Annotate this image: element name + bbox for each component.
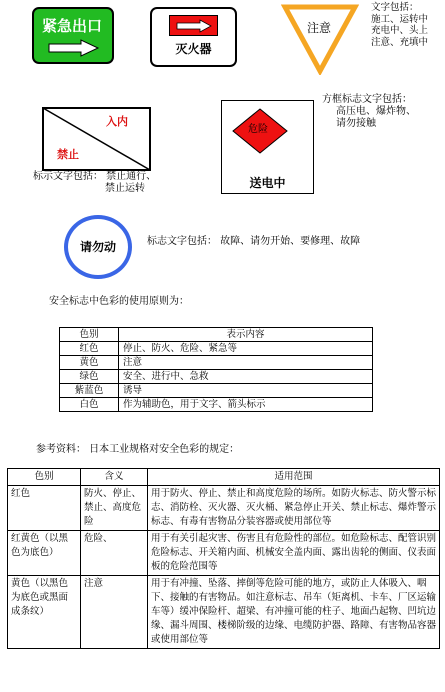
table-row — [60, 356, 373, 370]
table-header-row — [60, 328, 373, 342]
table-cell: 危险、 — [81, 531, 148, 576]
extinguisher-sign-label: 灭火器 — [175, 42, 212, 56]
attention-desc-line: 注意、充填中 — [371, 36, 429, 48]
right-arrow-icon — [176, 19, 212, 33]
table-cell: 停止、防火、危险、紧急等 — [119, 342, 373, 356]
table-row — [60, 342, 373, 356]
reference-heading: 参考资料： 日本工业规格对安全色彩的规定： — [36, 444, 240, 455]
prohibit-enter-text: 入内 — [106, 115, 128, 128]
jis-safety-color-table — [7, 468, 440, 649]
table-cell: 注意 — [81, 576, 148, 649]
table-cell: 用于有关引起灾害、伤害且有危险性的部位。如危险标志、配管识别危险标志、开关箱内面、机械安全盖内面、露出齿轮的侧面、仪表面板的危险范围等 — [148, 531, 440, 576]
safety-color-heading: 安全标志中色彩的使用原则为： — [49, 296, 189, 307]
table-cell: 紫蓝色 — [60, 384, 119, 398]
exit-sign-label: 紧急出口 — [42, 17, 103, 35]
table-cell: 绿色 — [60, 370, 119, 384]
attention-desc-line: 充电中、头上 — [371, 25, 429, 36]
prohibit-desc-line: 禁止运转 — [105, 183, 145, 194]
table-cell: 用于防火、停止、禁止和高度危险的场所。如防火标志、防火警示标志、消防栓、灭火器、灭火桶、紧急停止开关、禁止标志、爆炸警示标志、有毒有害物品分装容器或使用部位等 — [148, 486, 440, 531]
prohibit-sign-description — [33, 171, 156, 195]
table-cell: 白色 — [60, 398, 119, 412]
table-cell: 注意 — [119, 356, 373, 370]
power-on-sign-label: 送电中 — [249, 176, 286, 190]
circle-sign-description: 标志文字包括： 故障、请勿开始、要修理、故障 — [147, 236, 361, 247]
table-cell: 红黄色（以黑色为底色） — [8, 531, 81, 576]
table-cell: 黄色 — [60, 356, 119, 370]
table-row — [60, 384, 373, 398]
fire-extinguisher-sign — [150, 7, 237, 67]
table-cell: 红色 — [8, 486, 81, 531]
table-header-cell: 适用范围 — [148, 469, 440, 486]
table-cell: 防火、停止、禁止、高度危险 — [81, 486, 148, 531]
prohibit-desc-line: 标示文字包括： 禁止通行、 — [33, 171, 157, 182]
attention-sign-description — [371, 2, 428, 48]
table-row — [8, 576, 440, 649]
table-cell: 用于有冲撞、坠落、摔倒等危险可能的地方，或防止人体吸入、咽下、接触的有害物品。如注意标志、吊车（矩离机、卡车、厂区运输车等）缓冲保险杆、超梁、有冲撞可能的柱子、地面凸起物、凹坑边缘、漏斗周围、楼梯阶级的边缘、电缆防护器、路障、有害物品容器或使用部位等 — [148, 576, 440, 649]
table-cell: 安全、进行中、急救 — [119, 370, 373, 384]
danger-diamond-text: 危险 — [248, 124, 268, 135]
attention-desc-line: 文字包括： — [371, 2, 419, 13]
table-header-row — [8, 469, 440, 486]
table-cell: 黄色（以黑色为底色或黑面成条纹） — [8, 576, 81, 649]
right-arrow-icon — [48, 39, 100, 57]
table-row — [60, 370, 373, 384]
do-not-touch-sign-label: 请勿动 — [79, 240, 116, 254]
table-header-cell: 含义 — [81, 469, 148, 486]
table-cell: 诱导 — [119, 384, 373, 398]
table-header-cell: 色别 — [60, 328, 119, 342]
emergency-exit-sign — [32, 7, 114, 64]
table-header-cell: 表示内容 — [119, 328, 373, 342]
table-row — [8, 486, 440, 531]
table-header-cell: 色别 — [8, 469, 81, 486]
extinguisher-red-panel — [169, 15, 218, 36]
attention-sign-label: 注意 — [307, 21, 332, 35]
frame-desc-line: 高压电、爆炸物、 — [336, 106, 416, 117]
attention-desc-line: 施工、运转中 — [371, 13, 429, 25]
safety-color-table — [59, 327, 373, 412]
frame-sign-description — [322, 94, 416, 130]
table-cell: 红色 — [60, 342, 119, 356]
prohibit-sign-frame — [42, 107, 151, 171]
attention-triangle-icon — [281, 3, 359, 75]
table-cell: 作为辅助色，用于文字、箭头标示 — [119, 398, 373, 412]
frame-desc-line: 请勿接触 — [336, 118, 376, 129]
prohibit-stop-text: 禁止 — [57, 148, 79, 161]
table-row — [8, 531, 440, 576]
frame-desc-line: 方框标志文字包括： — [322, 94, 412, 105]
table-row — [60, 398, 373, 412]
